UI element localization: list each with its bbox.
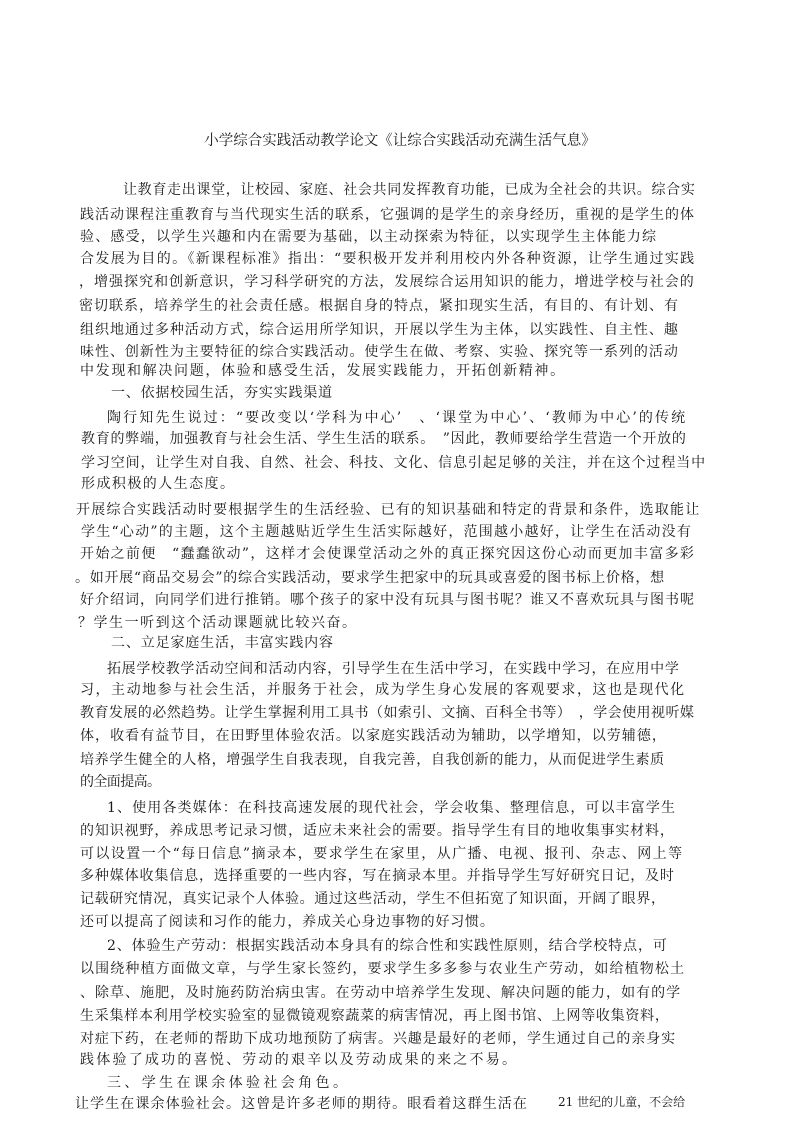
body-line: 陶行知先生说过：“要改变以‘学科为中心’ 、‘课堂为中心’、‘教师为中心’的传统 — [107, 410, 688, 426]
body-line: 合发展为目的。《新课程标准》指出：“要积极开发并利用校内外各种资源，让学生通过实践 — [80, 251, 696, 267]
body-line: 的全面提高。 — [80, 774, 161, 790]
body-line: 学生“心动”的主题，这个主题越贴近学生生活实际越好，范围越小越好，让学生在活动没有 — [81, 524, 693, 540]
body-line: 形成积极的人生态度。 — [81, 476, 236, 492]
article-title: 小学综合实践活动教学论文《让综合实践活动充满生活气息》 — [204, 133, 596, 149]
body-line: 拓展学校教学活动空间和活动内容，引导学生在生活中学习，在实践中学习，在应用中学 — [107, 661, 680, 677]
body-line: 1、使用各类媒体：在科技高速发展的现代社会，学会收集、整理信息，可以丰富学生 — [107, 800, 677, 816]
body-line: 教育的弊端，加强教育与社会生活、学生生活的联系。 ”因此，教师要给学生营造一个开放的 — [81, 431, 687, 447]
body-line: 2、体验生产劳动：根据实践活动本身具有的综合性和实践性原则，结合学校特点，可 — [107, 938, 668, 954]
body-line: 可以设置一个“每日信息”摘录本，要求学生在家里，从广播、电视、报刊、杂志、网上等 — [80, 846, 684, 862]
body-line: 、除草、施肥，及时施药防治病虫害。在劳动中培养学生发现、解决问题的能力，如有的学 — [80, 985, 682, 1001]
section-heading: 三、学生在课余体验社会角色。 — [107, 1075, 351, 1091]
body-line: 学习空间，让学生对自我、自然、社会、科技、文化、信息引起足够的关注，并在这个过程当中 — [81, 455, 706, 471]
body-line: 教育发展的必然趋势。让学生掌握利用工具书（如索引、文摘、百科全书等） ，学会使用视听媒 — [80, 705, 695, 721]
body-line: 组织地通过多种活动方式，综合运用所学知识，开展以学生为主体，以实践性、自主性、趣 — [80, 322, 679, 338]
section-heading: 一、依据校园生活，夯实实践渠道 — [111, 385, 333, 401]
body-line: 对症下药，在老师的帮助下成功地预防了病害。兴趣是最好的老师，学生通过自己的亲身实 — [80, 1031, 676, 1047]
body-line: 践活动课程注重教育与当代现实生活的联系，它强调的是学生的亲身经历，重视的是学生的体 — [80, 207, 695, 223]
body-line: 让学生在课余体验社会。这曾是许多老师的期待。眼看着这群生活在 — [75, 1096, 528, 1112]
body-line: 培养学生健全的人格，增强学生自我表现，自我完善，自我创新的能力，从而促进学生素质 — [80, 752, 665, 768]
body-line: 还可以提高了阅读和习作的能力，养成关心身边事物的好习惯。 — [80, 914, 495, 930]
body-line: 让教育走出课堂，让校园、家庭、社会共同发挥教育功能，已成为全社会的共识。综合实 — [123, 182, 696, 198]
body-line: 好介绍词，向同学们进行推销。哪个孩子的家中没有玩具与图书呢？谁又不喜欢玩具与图书呢 — [80, 592, 695, 608]
body-line: 习，主动地参与社会生活，并服务于社会，成为学生身心发展的客观要求，这也是现代化 — [80, 682, 686, 698]
body-line: 生采集样本利用学校实验室的显微镜观察蔬菜的病害情况，再上图书馆、上网等收集资料， — [80, 1008, 670, 1024]
body-line: 的知识视野，养成思考记录习惯，适应未来社会的需要。指导学生有目的地收集事实材料， — [80, 823, 675, 839]
body-line: ？学生一听到这个活动课题就比较兴奋。 — [78, 615, 358, 631]
body-line: 密切联系，培养学生的社会责任感。根据自身的特点，紧扣现实生活，有目的、有计划、有 — [79, 298, 679, 314]
body-line: ，增强探究和创新意识，学习科学研究的方法，发展综合运用知识的能力，增进学校与社会的 — [79, 274, 695, 290]
section-heading: 二、立足家庭生活，丰富实践内容 — [111, 635, 334, 651]
body-line: 体，收看有益节目，在田野里体验农活。以家庭实践活动为辅助，以学增知，以劳辅德， — [80, 728, 667, 744]
body-line: 味性、创新性为主要特征的综合实践活动。使学生在做、考察、实验、探究等一系列的活动 — [80, 344, 679, 360]
body-line: 验、感受，以学生兴趣和内在需要为基础，以主动探索为特征，以实现学生主体能力综 — [80, 229, 658, 245]
body-line: 。如开展“商品交易会”的综合实践活动，要求学生把家中的玩具或喜爱的图书标上价格，想 — [75, 570, 665, 586]
body-line: 记载研究情况，真实记录个人体验。通过这些活动，学生不但拓宽了知识面，开阔了眼界， — [80, 891, 666, 907]
body-line: 多种媒体收集信息，选择重要的一些内容，写在摘录本里。并指导学生写好研究日记，及时 — [80, 868, 675, 884]
body-line: 开始之前便 “蠢蠢欲动”，这样才会使课堂活动之外的真正探究因这份心动而更加丰富多彩 — [80, 546, 696, 562]
body-line: 践体验了成功的喜悦、劳动的艰辛以及劳动成果的来之不易。 — [80, 1052, 519, 1068]
body-line: 开展综合实践活动时要根据学生的生活经验、已有的知识基础和特定的背景和条件，选取能让 — [76, 502, 701, 518]
body-line-fragment: 21 世纪的儿童，不会给 — [558, 1095, 686, 1109]
body-line: 以围绕种植方面做文章，与学生家长签约，要求学生多多参与农业生产劳动，如给植物松土 — [80, 961, 686, 977]
body-line: 中发现和解决问题，体验和感受生活，发展实践能力，开拓创新精神。 — [80, 363, 566, 379]
